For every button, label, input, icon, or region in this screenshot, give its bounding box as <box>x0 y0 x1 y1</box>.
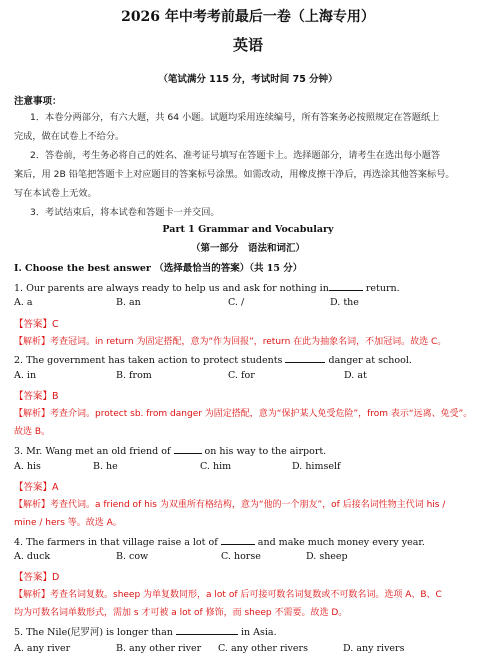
explanation-line: 【解析】考查代词。a friend of his 为双重所有格结构，意为“他的一个朋友”，of 后接名词性物主代词 his / <box>14 500 446 510</box>
option-d: D. himself <box>292 461 341 472</box>
option-a: A. duck <box>14 551 51 562</box>
explanation-line: 均为可数名词单数形式，需加 s 才可被 a lot of 修饰，而 sheep 不需要。故选 D。 <box>14 608 348 618</box>
notice-line-2: 完成，做在试卷上不给分。 <box>14 131 125 142</box>
question-1 <box>14 280 400 294</box>
option-b: B. an <box>116 297 141 308</box>
subject-title: 英语 <box>232 36 263 54</box>
option-a: A. any river <box>14 643 71 654</box>
explanation-line: 【解析】考查名词复数。sheep 为单复数同形，a lot of 后可接可数名词复数或不可数名词。选项 A、B、C <box>14 590 442 600</box>
option-c: C. horse <box>221 551 261 562</box>
option-a: A. his <box>14 461 41 472</box>
question-4 <box>14 534 425 548</box>
option-c: C. for <box>228 370 255 381</box>
option-d: D. sheep <box>306 551 348 562</box>
notice-line-1: 1．本卷分两部分，有六大题，共 64 小题。试题均采用连续编号，所有答案务必按照规定在答题纸上 <box>30 112 440 123</box>
notice-line-5: 写在本试卷上无效。 <box>14 188 97 199</box>
explanation-line: 故选 B。 <box>14 427 51 437</box>
option-c: C. any other rivers <box>218 643 308 654</box>
answer-label: 【答案】D <box>14 572 60 583</box>
answer-label: 【答案】B <box>14 391 59 402</box>
part-title: Part 1 Grammar and Vocabulary <box>162 224 334 235</box>
option-b: B. from <box>116 370 152 381</box>
question-4-stem: 4. The farmers in that village raise a lot of <box>14 537 218 548</box>
notice-line-4: 案后，用 2B 铅笔把答题卡上对应题目的答案标号涂黑。如需改动，用橡皮擦干净后，再选涂其他答案标号。 <box>14 169 455 180</box>
question-1-stem-end: return. <box>365 283 400 294</box>
question-4-stem-end: and make much money every year. <box>257 537 425 548</box>
score-time-line: （笔试满分 115 分，考试时间 75 分钟） <box>158 74 338 85</box>
notice-heading: 注意事项： <box>14 96 62 107</box>
option-b: B. he <box>93 461 118 472</box>
question-3 <box>14 443 326 457</box>
notice-line-6: 3．考试结束后，将本试卷和答题卡一并交回。 <box>30 207 220 218</box>
explanation-line: mine / hers 等。故选 A。 <box>14 518 122 528</box>
option-a: A. a <box>14 297 33 308</box>
question-5 <box>14 624 277 638</box>
answer-blank <box>285 352 325 363</box>
answer-blank <box>329 280 363 291</box>
question-2-stem-end: danger at school. <box>328 355 412 366</box>
exam-title: 2026 年中考考前最后一卷（上海专用） <box>121 9 375 25</box>
answer-blank <box>221 534 255 545</box>
answer-blank <box>176 624 238 635</box>
question-5-stem: 5. The Nile(尼罗河) is longer than <box>14 627 173 638</box>
answer-label: 【答案】A <box>14 482 59 493</box>
question-1-stem: 1. Our parents are always ready to help us and ask for nothing in <box>14 283 329 294</box>
explanation-line: 【解析】考查冠词。in return 为固定搭配，意为“作为回报”，return 在此为抽象名词，不加冠词。故选 C。 <box>14 337 447 347</box>
option-b: B. any other river <box>116 643 202 654</box>
notice-line-3: 2．答卷前，考生务必将自己的姓名、准考证号填写在答题卡上。选择题部分，请考生在选出每小题答 <box>30 150 441 161</box>
question-3-stem-end: on his way to the airport. <box>204 446 327 457</box>
option-d: D. at <box>344 370 367 381</box>
explanation-line: 【解析】考查介词。protect sb. from danger 为固定搭配，意为“保护某人免受危险”，from 表示“远离、免受”。 <box>14 409 473 419</box>
section-title: I. Choose the best answer （选择最恰当的答案）（共 15 分） <box>14 263 303 274</box>
option-d: D. the <box>330 297 359 308</box>
option-c: C. him <box>200 461 232 472</box>
question-2 <box>14 352 412 366</box>
option-c: C. / <box>228 297 245 308</box>
option-d: D. any rivers <box>343 643 405 654</box>
option-a: A. in <box>14 370 37 381</box>
part-subtitle: （第一部分 语法和词汇） <box>190 243 305 254</box>
question-3-stem: 3. Mr. Wang met an old friend of <box>14 446 171 457</box>
question-5-stem-end: in Asia. <box>240 627 277 638</box>
answer-blank <box>174 443 202 454</box>
option-b: B. cow <box>116 551 149 562</box>
answer-label: 【答案】C <box>14 319 59 330</box>
question-2-stem: 2. The government has taken action to protect students <box>14 355 283 366</box>
